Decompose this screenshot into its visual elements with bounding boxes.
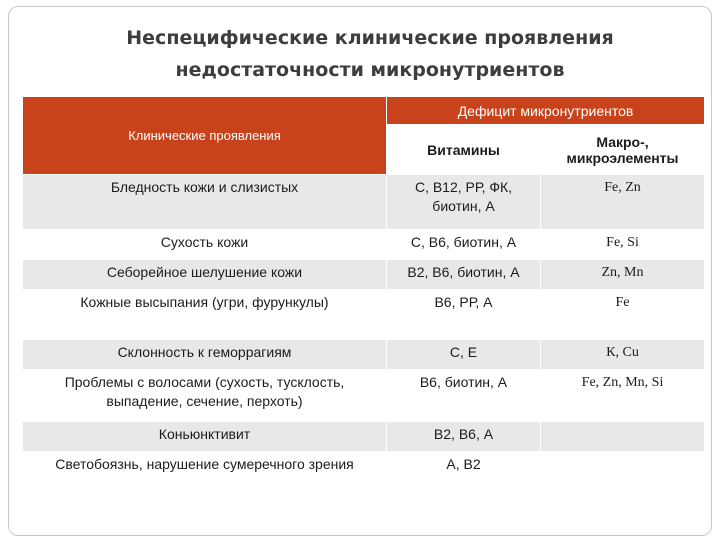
symptom-cell: Светобоязнь, нарушение сумеречного зрения [23, 452, 387, 502]
symptom-cell: Бледность кожи и слизистых [23, 175, 387, 230]
vitamins-cell: В2, В6, биотин, А [387, 260, 541, 290]
minerals-cell: Fe [541, 290, 705, 340]
vitamins-cell: С, В6, биотин, А [387, 230, 541, 260]
header-vitamins: Витамины [387, 125, 541, 175]
table-row [23, 422, 705, 452]
slide-title [40, 22, 700, 86]
vitamins-cell: В6, РР, А [387, 290, 541, 340]
minerals-cell [541, 452, 705, 502]
symptom-cell: Проблемы с волосами (сухость, тусклость, выпадение, сечение, перхоть) [23, 370, 387, 422]
minerals-cell: Fe, Zn, Mn, Si [541, 370, 705, 422]
minerals-cell: Fe, Zn [541, 175, 705, 230]
minerals-cell: Zn, Mn [541, 260, 705, 290]
header-minerals: Макро-, микроэлементы [541, 125, 705, 175]
minerals-cell: К, Cu [541, 340, 705, 370]
table-row [23, 452, 705, 502]
table-row [23, 340, 705, 370]
header-deficiency-group: Дефицит микронутриентов [387, 97, 705, 125]
table-row [23, 370, 705, 422]
table-row [23, 260, 705, 290]
title-line-2: недостаточности микронутриентов [175, 59, 565, 81]
vitamins-cell: А, В2 [387, 452, 541, 502]
header-clinical-manifestations: Клинические проявления [23, 97, 387, 175]
minerals-cell: Fe, Si [541, 230, 705, 260]
vitamins-cell: С, Е [387, 340, 541, 370]
symptom-cell: Коньюнктивит [23, 422, 387, 452]
table-row [23, 175, 705, 230]
table-row [23, 290, 705, 340]
table-row [23, 230, 705, 260]
symptom-cell: Сухость кожи [23, 230, 387, 260]
symptom-cell: Склонность к геморрагиям [23, 340, 387, 370]
symptom-cell: Себорейное шелушение кожи [23, 260, 387, 290]
vitamins-cell: С, В12, РР, ФК, биотин, А [387, 175, 541, 230]
minerals-cell [541, 422, 705, 452]
vitamins-cell: В2, В6, А [387, 422, 541, 452]
title-line-1: Неспецифические клинические проявления [126, 27, 614, 49]
vitamins-cell: В6, биотин, А [387, 370, 541, 422]
micronutrient-table [22, 96, 705, 502]
symptom-cell: Кожные высыпания (угри, фурункулы) [23, 290, 387, 340]
